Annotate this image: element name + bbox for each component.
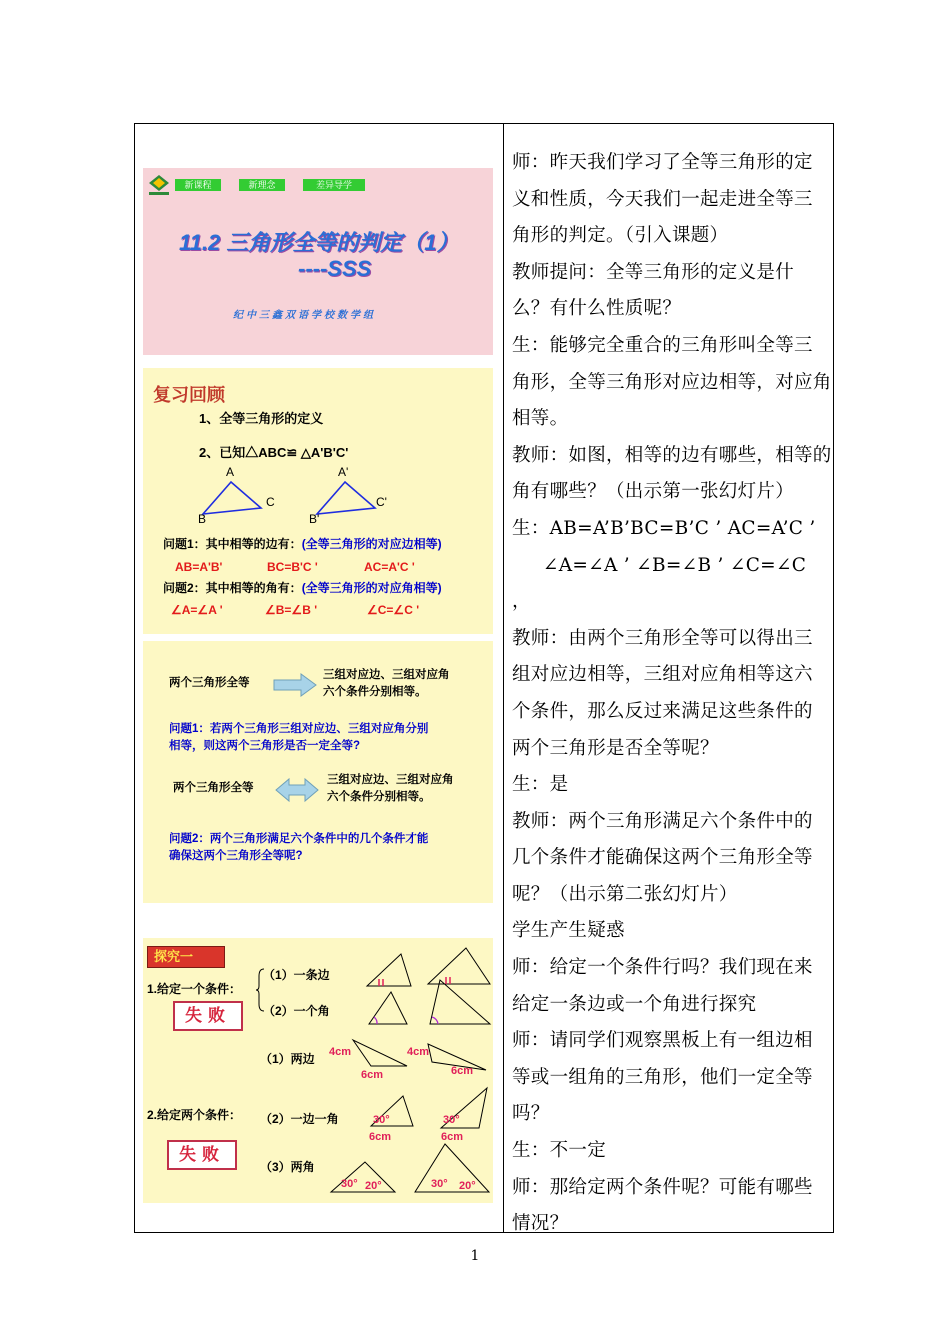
dialogue-line: ∠A=∠A ’ ∠B=∠B ’ ∠C=∠C [512, 554, 807, 576]
dialogue-line: 生：AB=A’B’BC=B’C ’ AC=A’C ’ [512, 517, 816, 539]
equal-side-1: AB=A'B' [175, 560, 223, 574]
side-length-6cm-d: 6cm [441, 1131, 464, 1143]
tag-new-concept: 新理念 [239, 179, 285, 191]
triangle-two-angles-b [413, 1142, 491, 1194]
tag-differentiated: 差异导学 [303, 179, 365, 191]
conditions-text-2b: 六个条件分别相等。 [327, 791, 431, 803]
vertex-a-prime: A' [338, 465, 349, 479]
given-two-label: 2.给定两个条件： [147, 1108, 242, 1122]
column-divider [503, 123, 504, 1233]
conditions-text-1b: 六个条件分别相等。 [323, 686, 427, 698]
sanxin-logo [147, 174, 171, 196]
dialogue-line: 学生产生疑惑 [512, 920, 625, 942]
question-2-line-b: 确保这两个三角形全等呢? [169, 850, 303, 862]
dialogue-line: 教师：如图，相等的边有哪些，相等的 [512, 444, 832, 466]
triangle-abc [203, 480, 263, 516]
angle-20-b: 20° [459, 1180, 476, 1192]
dialogue-line: 角有哪些？（出示第一张幻灯片） [512, 481, 795, 503]
explore-label: 探究一 [154, 949, 194, 964]
tag-new-curriculum: 新课程 [175, 179, 221, 191]
two-angles-option: （3）两角 [260, 1160, 315, 1174]
dialogue-line: 生：不一定 [512, 1140, 607, 1162]
question-slide [143, 641, 493, 903]
triangle-one-side-a [363, 952, 413, 988]
side-length-4cm-b: 4cm [407, 1046, 430, 1058]
slide-title: 11.2 三角形全等的判定（1） [179, 230, 459, 255]
dialogue-line: 组对应边相等，三组对应角相等这六 [512, 664, 813, 686]
vertex-a: A [226, 465, 235, 479]
conditions-text-2a: 三组对应边、三组对应角 [327, 774, 454, 786]
angle-30-a: 30° [373, 1114, 390, 1126]
equal-side-3: AC=A'C ' [364, 560, 415, 574]
equal-angle-3: ∠C=∠C ' [367, 603, 420, 617]
dialogue-line: 生：是 [512, 774, 569, 796]
review-heading: 复习回顾 [153, 385, 225, 405]
equal-side-2: BC=B'C ' [267, 560, 318, 574]
question-1-line-b: 相等，则这两个三角形是否一定全等? [169, 740, 361, 752]
dialogue-line: 教师：由两个三角形全等可以得出三 [512, 627, 813, 649]
title-slide [143, 168, 493, 355]
congruent-label-1: 两个三角形全等 [169, 677, 250, 689]
review-item-1: 1、全等三角形的定义 [199, 411, 324, 426]
dialogue-line: 等或一组角的三角形，他们一定全等 [512, 1066, 813, 1088]
slide-subtitle: ----SSS [298, 256, 372, 281]
dialogue-line: 相等。 [512, 408, 569, 430]
fail-badge-2: 失败 [167, 1140, 237, 1170]
triangle-abc-prime [317, 480, 377, 516]
fail-badge-1: 失败 [173, 1001, 243, 1031]
review-item-2: 2、已知△ABC≌ △A'B'C' [199, 445, 349, 460]
double-arrow-icon [275, 778, 319, 802]
dialogue-line: ， [512, 591, 531, 613]
side-length-6cm-c: 6cm [369, 1131, 392, 1143]
one-side-option: （1）一条边 [263, 968, 330, 982]
angle-20-a: 20° [365, 1180, 382, 1192]
review-slide [143, 368, 493, 634]
explore-tag [147, 946, 225, 968]
vertex-c-prime: C' [376, 495, 387, 509]
question-2: 问题2：其中相等的角有：(全等三角形的对应角相等) [163, 581, 442, 595]
congruent-label-2: 两个三角形全等 [173, 782, 254, 794]
explore-slide [143, 938, 493, 1203]
given-one-label: 1.给定一个条件： [147, 982, 242, 996]
triangle-one-angle-b [426, 978, 492, 1026]
right-arrow-icon [273, 673, 317, 697]
side-length-6cm-a: 6cm [361, 1069, 384, 1081]
dialogue-line: 教师提问：全等三角形的定义是什 [512, 261, 795, 283]
dialogue-line: 情况？ [512, 1213, 569, 1235]
question-1: 问题1：其中相等的边有：(全等三角形的对应边相等) [163, 537, 442, 551]
angle-30-b: 30° [443, 1114, 460, 1126]
dialogue-line: 生：能够完全重合的三角形叫全等三 [512, 334, 813, 356]
side-length-4cm-a: 4cm [329, 1046, 352, 1058]
dialogue-line: 师：请同学们观察黑板上有一组边相 [512, 1030, 813, 1052]
one-angle-option: （2）一个角 [263, 1004, 330, 1018]
dialogue-line: 两个三角形是否全等呢？ [512, 737, 719, 759]
dialogue-line: 呢？（出示第二张幻灯片） [512, 883, 738, 905]
triangle-two-angles-a [329, 1160, 397, 1194]
question-1-line-a: 问题1：若两个三角形三组对应边、三组对应角分别 [169, 723, 429, 735]
dialogue-line: 义和性质，今天我们一起走进全等三 [512, 188, 813, 210]
angle-30-c: 30° [341, 1178, 358, 1190]
dialogue-line: 几个条件才能确保这两个三角形全等 [512, 847, 813, 869]
dialogue-line: 角形的判定。（引入课题） [512, 225, 729, 247]
dialogue-line: 角形，全等三角形对应边相等，对应角 [512, 371, 832, 393]
two-sides-option: （1）两边 [260, 1052, 315, 1066]
school-name: 纪中三鑫双语学校数学组 [233, 310, 376, 321]
side-angle-option: （2）一边一角 [260, 1112, 339, 1126]
question-2-line-a: 问题2：两个三角形满足六个条件中的几个条件才能 [169, 833, 429, 845]
dialogue-line: 么？有什么性质呢？ [512, 298, 682, 320]
conditions-text-1a: 三组对应边、三组对应角 [323, 669, 450, 681]
vertex-c: C [266, 495, 275, 509]
teaching-dialogue [512, 145, 830, 1243]
dialogue-line: 师：给定一个条件行吗？我们现在来 [512, 957, 813, 979]
dialogue-line: 师：那给定两个条件呢？可能有哪些 [512, 1176, 813, 1198]
triangle-one-angle-a [365, 990, 409, 1026]
dialogue-line: 教师：两个三角形满足六个条件中的 [512, 810, 813, 832]
page-number: 1 [470, 1248, 480, 1264]
dialogue-line: 师：昨天我们学习了全等三角形的定 [512, 152, 813, 173]
vertex-b-prime: B' [309, 512, 320, 526]
triangle-two-sides-a [353, 1038, 409, 1068]
vertex-b: B [198, 512, 207, 526]
dialogue-line: 个条件，那么反过来满足这些条件的 [512, 700, 813, 722]
dialogue-line: 吗？ [512, 1103, 550, 1125]
angle-30-d: 30° [431, 1178, 448, 1190]
slides-column [135, 124, 502, 1232]
dialogue-line: 给定一条边或一个角进行探究 [512, 993, 757, 1015]
equal-angle-2: ∠B=∠B ' [265, 603, 318, 617]
side-length-6cm-b: 6cm [451, 1065, 474, 1077]
equal-angle-1: ∠A=∠A ' [171, 603, 223, 617]
